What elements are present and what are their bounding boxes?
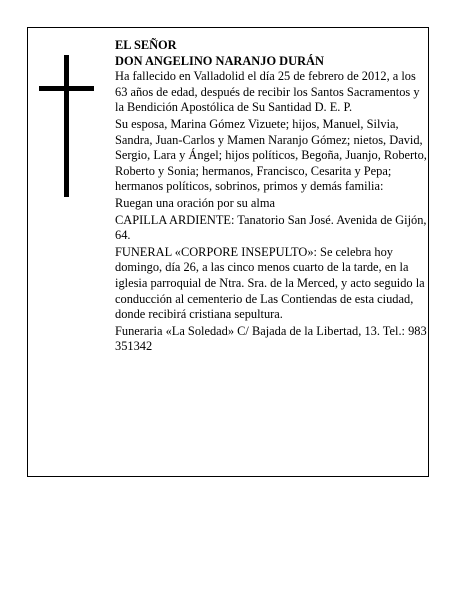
obituary-title: EL SEÑOR [115,38,177,52]
cross-vertical-bar [64,55,69,197]
death-announcement: Ha fallecido en Valladolid el día 25 de febrero de 2012, a los 63 años de edad, después de recibir los Santos Sacramentos y la Bendición Apostólica de Su Santidad D. E. P. [115,69,420,115]
obituary-text [115,38,427,355]
deceased-name: DON ANGELINO NARANJO DURÁN [115,53,324,68]
chapel-info: CAPILLA ARDIENTE: Tanatorio San José. Avenida de Gijón, 64. [115,212,427,243]
cross-horizontal-bar [39,86,94,91]
prayer-request: Ruegan una oración por su alma [115,195,275,210]
family-list: Su esposa, Marina Gómez Vizuete; hijos, Manuel, Silvia, Sandra, Juan-Carlos y Mamen Naranjo Gómez; nietos, David, Sergio, Lara y Ángel; hijos políticos, Begoña, Juanjo, Roberto, Roberto y Sonia; hermanos, Francisco, Cesarita y Pepa; hermanos políticos, sobrinos, primos y demás familia: [115,116,427,194]
funeral-home-info: Funeraria «La Soledad» C/ Bajada de la Libertad, 13. Tel.: 983 351342 [115,323,427,354]
funeral-info: FUNERAL «CORPORE INSEPULTO»: Se celebra hoy domingo, día 26, a las cinco menos cuarto de la tarde, en la iglesia parroquial de Ntra. Sra. de la Merced, y acto seguido la conducción al cementerio de Las Contiendas de esta ciudad, donde recibirá cristiana sepultura. [115,244,425,322]
